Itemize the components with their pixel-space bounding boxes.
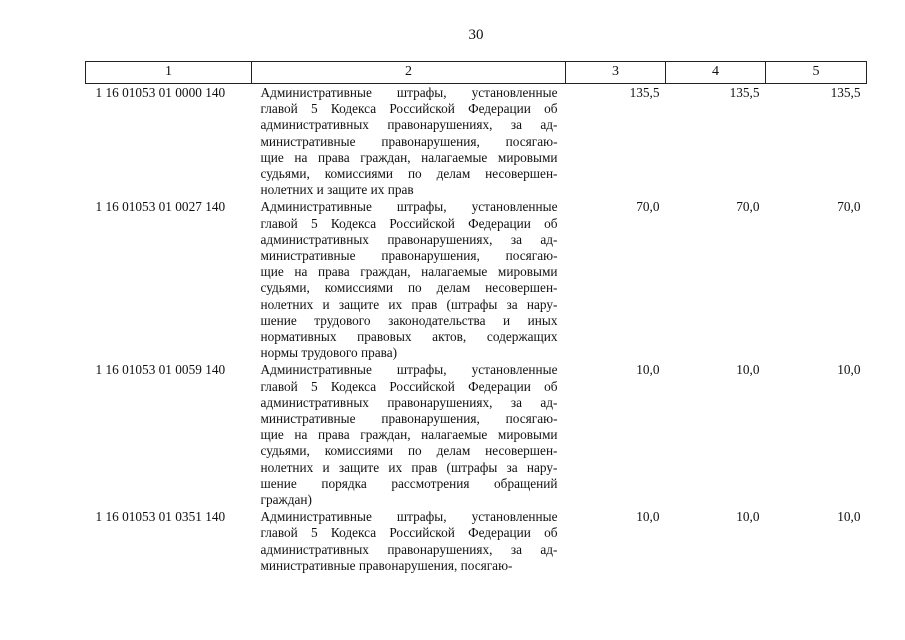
page-number: 30 xyxy=(468,27,484,43)
description-line: шение трудового законодательства и иных xyxy=(260,312,558,328)
description-line: главой 5 Кодекса Российской Федерации об xyxy=(260,378,558,394)
amount-col5-cell: 10,0 xyxy=(837,362,861,378)
amount-col5-cell: 135,5 xyxy=(830,85,861,100)
description-line: нормативных правовых актов, содержащих xyxy=(260,329,558,345)
amount-col4-cell: 10,0 xyxy=(736,362,760,378)
description-line: административных правонарушениях, за ад- xyxy=(260,394,558,410)
description-line: главой 5 Кодекса Российской Федерации об xyxy=(260,525,558,541)
description-line: административных правонарушениях, за ад- xyxy=(260,231,558,247)
amount-col5-cell: 70,0 xyxy=(837,199,861,215)
revenue-code-cell: 1 16 01053 01 0000 140 xyxy=(95,85,226,100)
budget-table xyxy=(85,61,867,574)
amount-col4-cell: 135,5 xyxy=(729,85,760,100)
amount-col5-cell: 10,0 xyxy=(837,509,861,525)
description-line: судьями, комиссиями по делам несовершен- xyxy=(260,166,558,182)
amount-col4-cell: 10,0 xyxy=(736,509,760,525)
revenue-code-cell: 1 16 01053 01 0027 140 xyxy=(95,199,226,215)
table-body xyxy=(86,84,867,575)
column-header-5: 5 xyxy=(766,62,867,84)
column-header-1: 1 xyxy=(86,62,252,84)
description-line: Административные штрафы, установленные xyxy=(260,85,558,100)
amount-col3-cell: 135,5 xyxy=(629,85,660,100)
table-row xyxy=(86,84,867,199)
description-cell xyxy=(252,508,566,574)
amount-col3-cell: 10,0 xyxy=(636,362,660,378)
description-line: граждан) xyxy=(260,492,312,508)
description-line: нолетних и защите их прав xyxy=(260,182,414,198)
description-line: административных правонарушениях, за ад- xyxy=(260,541,558,557)
description-cell xyxy=(252,361,566,508)
description-cell xyxy=(252,198,566,361)
description-line: судьями, комиссиями по делам несовершен- xyxy=(260,280,558,296)
revenue-code-cell: 1 16 01053 01 0059 140 xyxy=(95,362,226,378)
column-header-4: 4 xyxy=(666,62,766,84)
description-line: шение порядка рассмотрения обращений xyxy=(260,475,558,491)
amount-col3-cell: 10,0 xyxy=(636,509,660,525)
description-cell xyxy=(252,84,566,199)
table-row xyxy=(86,361,867,508)
description-line: министративные правонарушения, посягаю- xyxy=(260,133,558,149)
table-header-row xyxy=(86,62,867,84)
amount-col4-cell: 70,0 xyxy=(736,199,760,215)
description-line: административных правонарушениях, за ад- xyxy=(260,117,558,133)
description-line: главой 5 Кодекса Российской Федерации об xyxy=(260,215,558,231)
description-line: щие на права граждан, налагаемые мировыми xyxy=(260,149,558,165)
description-line: министративные правонарушения, посягаю- xyxy=(260,557,513,573)
revenue-code-cell: 1 16 01053 01 0351 140 xyxy=(95,509,226,525)
description-line: министративные правонарушения, посягаю- xyxy=(260,248,558,264)
column-header-2: 2 xyxy=(252,62,566,84)
description-line: нолетних и защите их прав (штрафы за нару- xyxy=(260,459,558,475)
description-line: судьями, комиссиями по делам несовершен- xyxy=(260,443,558,459)
description-line: Административные штрафы, установленные xyxy=(260,362,558,378)
description-line: нолетних и защите их прав (штрафы за нару- xyxy=(260,296,558,312)
description-line: щие на права граждан, налагаемые мировыми xyxy=(260,264,558,280)
description-line: министративные правонарушения, посягаю- xyxy=(260,411,558,427)
description-line: Административные штрафы, установленные xyxy=(260,199,558,215)
description-line: щие на права граждан, налагаемые мировыми xyxy=(260,427,558,443)
description-line: главой 5 Кодекса Российской Федерации об xyxy=(260,101,558,117)
column-header-3: 3 xyxy=(566,62,666,84)
table-row xyxy=(86,508,867,574)
table-row xyxy=(86,198,867,361)
description-line: нормы трудового права) xyxy=(260,345,398,361)
amount-col3-cell: 70,0 xyxy=(636,199,660,215)
description-line: Административные штрафы, установленные xyxy=(260,509,558,525)
